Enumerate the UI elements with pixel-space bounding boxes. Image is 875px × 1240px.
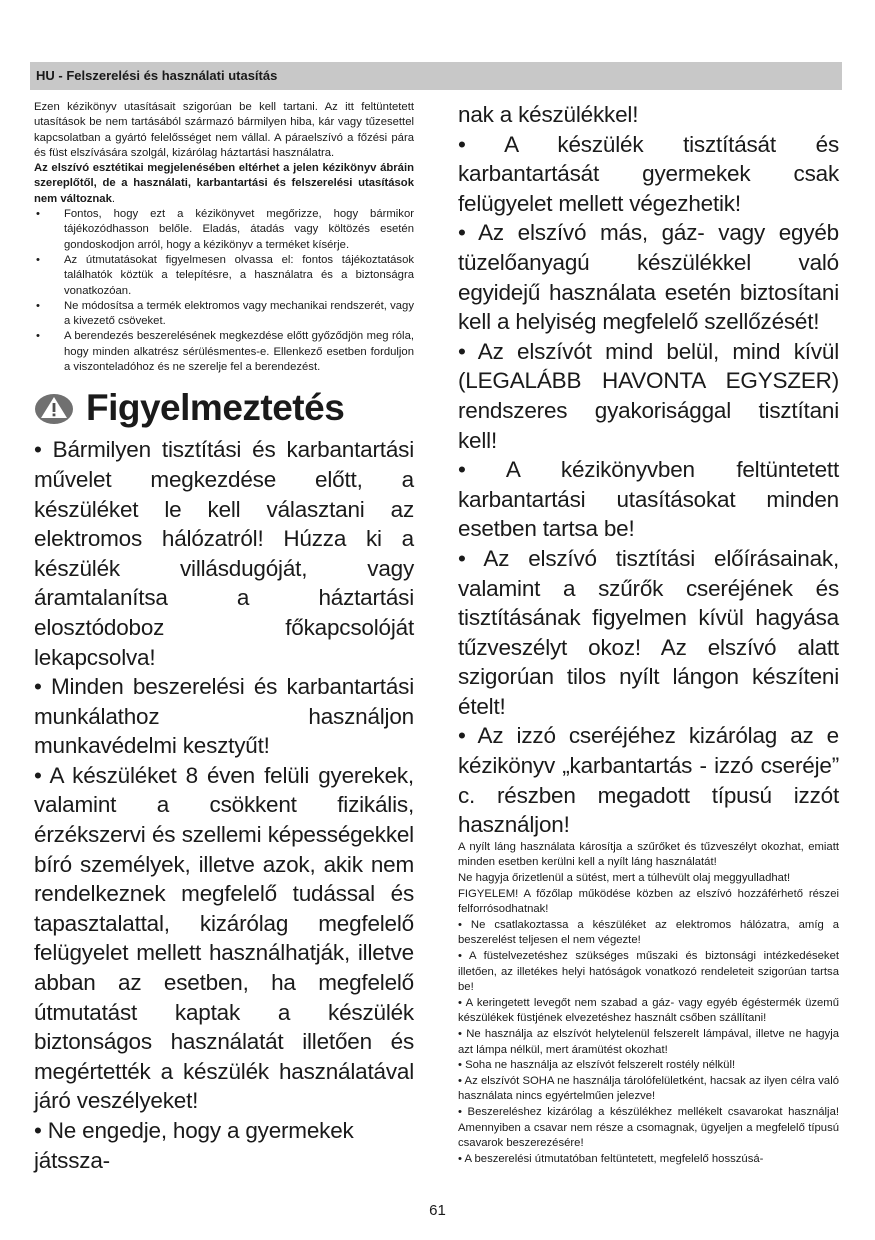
list-item-text: Ne módosítsa a termék elektromos vagy mechanikai rendszerét, vagy a kivezető csöveket. [64, 299, 414, 328]
warning-paragraph: • A készülék tisztítását és karbantartását gyermekek csak felügyelet mellett végezhetik! [458, 131, 839, 216]
intro-paragraph: Ezen kézikönyv utasításait szigorúan be kell tartani. Az itt feltüntetett utasítások be nem tartásából származó bármilyen hiba, kár vagy tűzesettel kapcsolatban a gyártó felelősséget nem vállal. A páraelszívó a főzési pára és füst elszívására szolgál, kizárólag háztartási használatra. [34, 101, 414, 159]
list-item-text: Fontos, hogy ezt a kézikönyvet megőrizze, hogy bármikor tájékozódhasson belőle. Eladás, átadás vagy költözés esetén gondoskodjon arról, hogy a kézikönyv a terméket kísérje. [64, 208, 414, 251]
intro-bullet-list [34, 207, 414, 375]
page-number: 61 [429, 1202, 446, 1219]
section-header-title: HU - Felszerelési és használati utasítás [36, 68, 278, 83]
safety-note: • A keringetett levegőt nem szabad a gáz- vagy egyéb égéstermék üzemű készülékek füstjének elvezetéshez használt csőben szállítani! [458, 996, 839, 1025]
warning-paragraph: • Minden beszerelési és karbantartási munkálathoz használjon munkavédelmi kesztyűt! [34, 674, 414, 759]
safety-note: A nyílt láng használata károsítja a szűrőket és tűzveszélyt okozhat, emiatt minden esetben kerülni kell a nyílt láng használatát! [458, 840, 839, 869]
safety-note: • Ne használja az elszívót helytelenül felszerelt lámpával, illetve ne hagyja azt lámpa nélkül, mert áramütést okozhat! [458, 1027, 839, 1056]
list-item [34, 253, 414, 299]
bullet-mark: • [36, 208, 40, 221]
safety-note: • Ne csatlakoztassa a készüléket az elektromos hálózatra, amíg a beszerelést teljesen el nem végezte! [458, 918, 839, 947]
warning-paragraph: • Az elszívó tisztítási előírásainak, valamint a szűrők cseréjének és tisztításának figyelmen kívül hagyása tűzveszélyt okoz! Az elszívó alatt szigorúan tilos nyílt lángon készíteni ételt! [458, 545, 839, 719]
warning-title: Figyelmeztetés [86, 387, 345, 429]
bullet-mark: • [36, 330, 40, 343]
bullet-mark: • [36, 299, 40, 312]
warning-paragraph: • Az izzó cseréjéhez kizárólag az e kézikönyv „karbantartás - izzó cseréje” c. részben megadott típusú izzót használjon! [458, 723, 839, 838]
safety-note: • Soha ne használja az elszívót felszerelt rostély nélkül! [458, 1059, 736, 1072]
warning-paragraph: • Bármilyen tisztítási és karbantartási művelet megkezdése előtt, a készüléket le kell választani az elektromos hálózatról! Húzza ki a készülék villásdugóját, vagy áramtalanítsa a háztartási elosztódoboz főkapcsolóját lekapcsolva! [34, 437, 414, 670]
warning-paragraph: • Az elszívó más, gáz- vagy egyéb tüzelőanyagú készülékkel való egyidejű használata esetén biztosítani kell a helyiség megfelelő szellőzését! [458, 220, 839, 335]
safety-note: FIGYELEM! A főzőlap működése közben az elszívó hozzáférhető részei felforrósodhatnak! [458, 887, 839, 916]
warning-paragraph: • A kézikönyvben feltüntetett karbantartási utasításokat minden esetben tartsa be! [458, 457, 839, 542]
bold-note [34, 161, 414, 207]
bold-note-text: Az elszívó esztétikai megjelenésében eltérhet a jelen kézikönyv ábráin szereplőtől, de a használati, karbantartási és felszerelési utasítások nem változnak [34, 162, 414, 205]
list-item-text: A berendezés beszerelésének megkezdése előtt győződjön meg róla, hogy minden alkatrész sérülésmentes-e. Ellenkező esetben forduljon a viszonteladóhoz és ne szerelje fel a berendezést. [64, 330, 414, 374]
right-column [458, 100, 839, 1167]
warning-paragraph: • Ne engedje, hogy a gyermekek játssza- [34, 1118, 354, 1173]
safety-note: • Az elszívót SOHA ne használja tárolófelületként, hacsak az ilyen célra való használata nincs egyértelműen jelezve! [458, 1074, 839, 1103]
list-item-text: Az útmutatásokat figyelmesen olvassa el: fontos tájékoztatások találhatók köztük a telepítésre, a használatra és a biztonságra vonatkozóan. [64, 253, 414, 297]
safety-note: Ne hagyja őrizetlenül a sütést, mert a túlhevült olaj meggyulladhat! [458, 872, 791, 885]
warning-paragraph: • A készüléket 8 éven felüli gyerekek, valamint a csökkent fizikális, érzékszervi és szellemi képességekkel bíró személyek, illetve azok, akik nem rendelkeznek megfelelő tudással és tapasztalattal, kizárólag megfelelő felügyelet mellett használhatják, illetve abban az esetben, ha megfelelő útmutatást kaptak a készülék biztonságos használatát illetően és megértették a készülék használatával járó veszélyeket! [34, 762, 414, 1114]
safety-note: • A füstelvezetéshez szükséges műszaki és biztonsági intézkedéseket illetően, az illetékes helyi hatóságok vonatkozó rendeleteit szigorúan tartsa be! [458, 950, 839, 994]
left-column [34, 100, 414, 1175]
list-item [34, 207, 414, 253]
warning-paragraph: nak a készülékkel! [458, 102, 639, 127]
safety-note: • A beszerelési útmutatóban feltüntetett, megfelelő hosszúsá- [458, 1152, 764, 1165]
safety-note: • Beszereléshez kizárólag a készülékhez mellékelt csavarokat használja! Amennyiben a csavar nem része a csomagnak, ügyeljen a megfelelő típusú csavarok beszerezésére! [458, 1105, 839, 1150]
list-item [34, 299, 414, 330]
bold-note-end: . [111, 192, 115, 205]
bullet-mark: • [36, 253, 40, 266]
warning-paragraph: • Az elszívót mind belül, mind kívül (LEGALÁBB HAVONTA EGYSZER) rendszeres gyakorisággal tisztítani kell! [458, 338, 839, 453]
section-header-bar [30, 62, 842, 90]
warning-triangle-icon [34, 388, 74, 428]
list-item [34, 329, 414, 375]
warning-heading [34, 387, 414, 429]
